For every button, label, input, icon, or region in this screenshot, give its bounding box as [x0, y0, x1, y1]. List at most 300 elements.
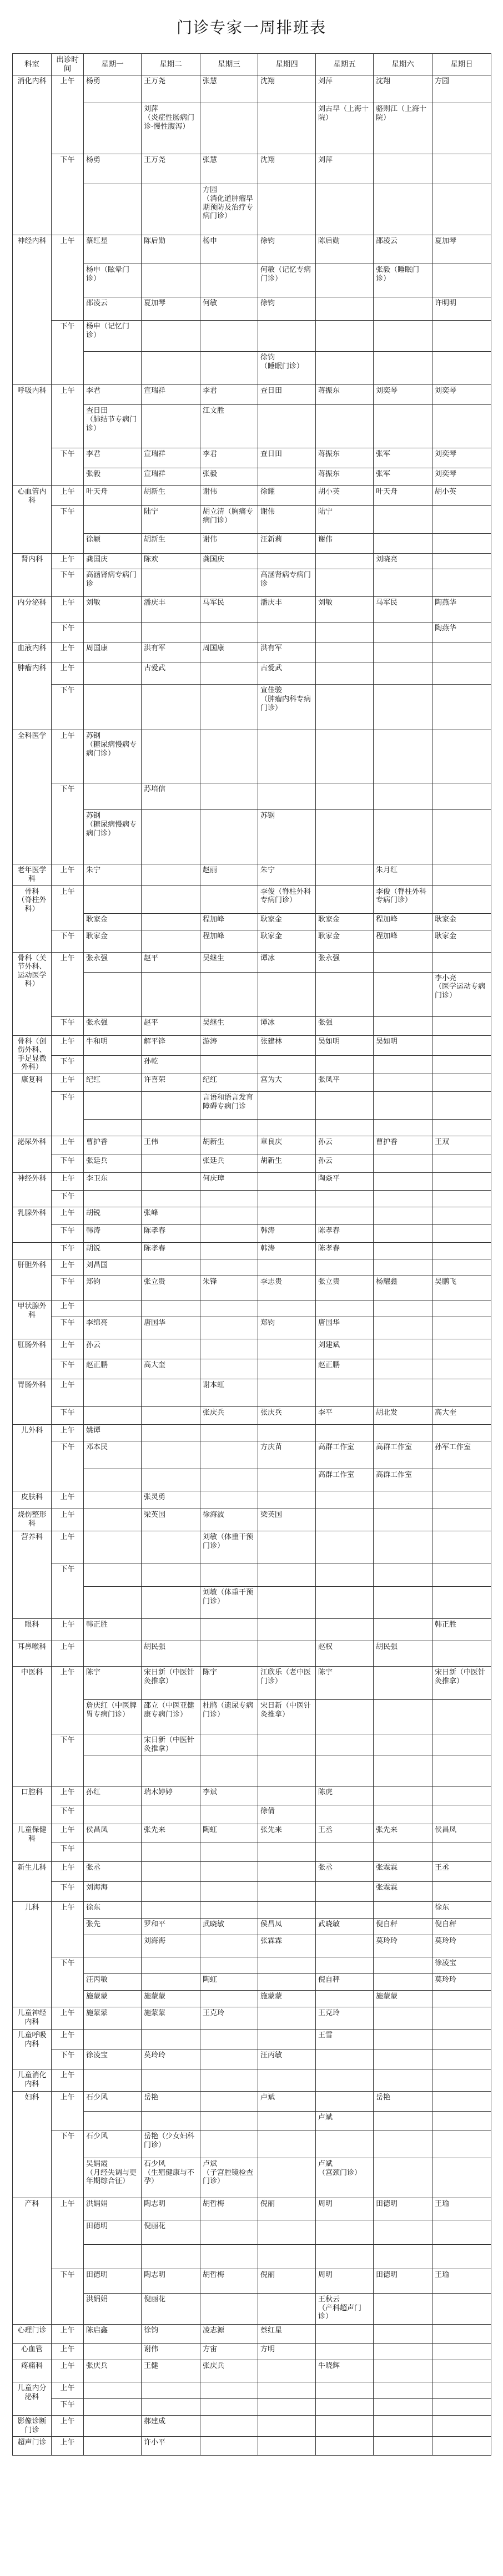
session-cell: 上午 — [52, 235, 84, 321]
doctor-cell — [200, 1491, 258, 1509]
doctor-cell: 徐钧 — [258, 297, 316, 321]
doctor-cell — [84, 103, 142, 154]
doctor-cell: 游涛 — [200, 1035, 258, 1056]
doctor-cell — [316, 184, 374, 235]
doctor-cell: 胡民强 — [142, 1641, 200, 1666]
doctor-cell — [316, 1586, 374, 1618]
doctor-cell — [374, 783, 432, 810]
doctor-cell — [142, 1974, 200, 1991]
department-cell: 耳鼻喉科 — [13, 1641, 52, 1666]
doctor-cell: 高涵肾病专病门诊 — [84, 569, 142, 597]
doctor-cell — [258, 1755, 316, 1787]
doctor-cell — [374, 2007, 432, 2030]
schedule-row — [13, 2360, 491, 2382]
doctor-cell — [258, 1119, 316, 1136]
doctor-cell: 方园 — [432, 75, 491, 103]
doctor-cell: 江欣乐（老中医门诊） — [258, 1666, 316, 1699]
schedule-row — [13, 1317, 491, 1339]
doctor-cell: 耿家金 — [84, 913, 142, 930]
department-cell: 泌尿外科 — [13, 1136, 52, 1172]
doctor-cell — [316, 662, 374, 685]
doctor-cell — [142, 1172, 200, 1190]
session-cell: 下午 — [52, 1317, 84, 1339]
doctor-cell: 曹护香 — [374, 1136, 432, 1155]
doctor-cell — [432, 1339, 491, 1359]
doctor-cell: 韩涛 — [258, 1224, 316, 1242]
doctor-cell: 沈翔 — [258, 75, 316, 103]
schedule-row — [13, 1406, 491, 1424]
doctor-cell: 吴继生 — [200, 1016, 258, 1035]
doctor-cell — [374, 1531, 432, 1563]
doctor-cell — [374, 297, 432, 321]
department-cell: 甲状腺外科 — [13, 1300, 52, 1339]
doctor-cell — [432, 1300, 491, 1317]
doctor-cell — [200, 569, 258, 597]
doctor-cell — [432, 1207, 491, 1224]
schedule-row — [13, 1734, 491, 1755]
doctor-cell — [258, 1300, 316, 1317]
session-cell: 上午 — [52, 1172, 84, 1190]
doctor-cell — [258, 2245, 316, 2269]
doctor-cell — [374, 2030, 432, 2049]
doctor-cell — [432, 1843, 491, 1862]
schedule-row — [13, 1091, 491, 1119]
schedule-row — [13, 1862, 491, 1882]
doctor-cell: 王秋云 （产科超声门诊） — [316, 2294, 374, 2325]
doctor-cell — [84, 1190, 142, 1207]
session-cell: 下午 — [52, 623, 84, 642]
doctor-cell — [316, 569, 374, 597]
doctor-cell: 程加峰 — [374, 913, 432, 930]
doctor-cell — [200, 623, 258, 642]
doctor-cell — [432, 1119, 491, 1136]
department-cell: 肛肠外科 — [13, 1339, 52, 1379]
doctor-cell: 解平锋 — [142, 1035, 200, 1056]
doctor-cell: 莫玲玲 — [432, 1974, 491, 1991]
schedule-row — [13, 930, 491, 952]
session-cell: 下午 — [52, 2269, 84, 2325]
doctor-cell — [142, 1424, 200, 1441]
doctor-cell — [374, 1207, 432, 1224]
schedule-row — [13, 1563, 491, 1586]
doctor-cell: 陈宇 — [200, 1666, 258, 1699]
doctor-cell — [374, 1424, 432, 1441]
doctor-cell — [200, 730, 258, 783]
doctor-cell — [374, 1902, 432, 1919]
doctor-cell — [142, 1119, 200, 1136]
doctor-cell: 程加峰 — [374, 930, 432, 952]
schedule-row — [13, 1755, 491, 1787]
doctor-cell — [374, 685, 432, 730]
doctor-cell — [200, 1805, 258, 1824]
doctor-cell — [84, 2245, 142, 2269]
doctor-cell — [84, 1091, 142, 1119]
doctor-cell: 吴鹏飞 — [432, 1276, 491, 1300]
doctor-cell — [432, 1882, 491, 1902]
doctor-cell — [142, 2069, 200, 2092]
doctor-cell — [142, 730, 200, 783]
doctor-cell — [432, 103, 491, 154]
doctor-cell: 张庆兵 — [84, 2360, 142, 2382]
doctor-cell — [432, 1469, 491, 1491]
doctor-cell — [316, 2092, 374, 2112]
doctor-cell: 莫玲玲 — [374, 1935, 432, 1957]
doctor-cell — [432, 2399, 491, 2416]
doctor-cell: 朱月红 — [374, 864, 432, 885]
doctor-cell — [142, 623, 200, 642]
session-cell: 下午 — [52, 1882, 84, 1902]
doctor-cell — [142, 569, 200, 597]
doctor-cell: 宋日新（中医针灸推拿） — [432, 1666, 491, 1699]
session-cell: 上午 — [52, 662, 84, 685]
doctor-cell: 郝建成 — [142, 2416, 200, 2437]
doctor-cell: 陶志明 — [142, 2269, 200, 2294]
session-cell: 上午 — [52, 2069, 84, 2092]
header-thu: 星期四 — [258, 54, 316, 75]
doctor-cell: 张先 — [84, 1919, 142, 1935]
doctor-cell — [432, 810, 491, 864]
doctor-cell — [258, 1259, 316, 1276]
schedule-row — [13, 913, 491, 930]
department-cell: 儿外科 — [13, 1424, 52, 1491]
doctor-cell — [258, 1091, 316, 1119]
doctor-cell: 胡哲梅 — [200, 2269, 258, 2294]
schedule-row — [13, 1172, 491, 1190]
doctor-cell — [142, 2030, 200, 2049]
department-cell: 儿童保健科 — [13, 1824, 52, 1862]
doctor-cell — [142, 1531, 200, 1563]
doctor-cell: 赵正鹏 — [84, 1359, 142, 1379]
schedule-row — [13, 1882, 491, 1902]
doctor-cell — [374, 2382, 432, 2399]
department-cell: 眼科 — [13, 1618, 52, 1641]
doctor-cell: 刘古早（上海十院） — [316, 103, 374, 154]
doctor-cell: 许喜荣 — [142, 1074, 200, 1091]
doctor-cell — [142, 264, 200, 297]
schedule-row — [13, 448, 491, 468]
doctor-cell — [374, 2399, 432, 2416]
schedule-row — [13, 2294, 491, 2325]
doctor-cell — [432, 1190, 491, 1207]
session-cell: 上午 — [52, 1339, 84, 1359]
doctor-cell — [84, 1379, 142, 1406]
department-cell: 呼吸内科 — [13, 385, 52, 486]
doctor-cell: 胡小英 — [316, 486, 374, 506]
schedule-row — [13, 642, 491, 662]
doctor-cell: 何敏（记忆专病门诊） — [258, 264, 316, 297]
doctor-cell: 李君 — [200, 385, 258, 405]
doctor-cell — [374, 321, 432, 352]
doctor-cell — [84, 1119, 142, 1136]
doctor-cell — [432, 534, 491, 554]
doctor-cell: 陆宁 — [316, 506, 374, 534]
doctor-cell: 吴继生 — [200, 952, 258, 972]
doctor-cell: 周明 — [316, 2198, 374, 2220]
doctor-cell: 王伟 — [142, 1136, 200, 1155]
doctor-cell — [316, 2069, 374, 2092]
schedule-row — [13, 1586, 491, 1618]
schedule-row — [13, 2112, 491, 2130]
doctor-cell — [374, 1509, 432, 1531]
doctor-cell — [258, 2069, 316, 2092]
doctor-cell — [316, 2344, 374, 2360]
schedule-row — [13, 662, 491, 685]
schedule-row — [13, 1531, 491, 1563]
doctor-cell: 詹庆红（中医脾胃专病门诊） — [84, 1699, 142, 1734]
doctor-cell — [200, 352, 258, 385]
doctor-cell — [200, 1641, 258, 1666]
doctor-cell: 陈孝春 — [142, 1224, 200, 1242]
schedule-row — [13, 1824, 491, 1843]
doctor-cell: 耿家金 — [258, 913, 316, 930]
doctor-cell — [374, 2069, 432, 2092]
doctor-cell: 古爱武 — [142, 662, 200, 685]
department-cell: 妇科 — [13, 2092, 52, 2198]
doctor-cell — [258, 1190, 316, 1207]
doctor-cell: 李绵亮 — [84, 1317, 142, 1339]
doctor-cell — [316, 1056, 374, 1074]
doctor-cell — [432, 2382, 491, 2399]
doctor-cell: 古爱武 — [258, 662, 316, 685]
doctor-cell — [142, 913, 200, 930]
doctor-cell: 张灵勇 — [142, 1491, 200, 1509]
schedule-row — [13, 1190, 491, 1207]
schedule-row — [13, 885, 491, 913]
doctor-cell: 谢伟 — [316, 534, 374, 554]
doctor-cell — [432, 554, 491, 569]
doctor-cell: 沈翔 — [258, 154, 316, 184]
doctor-cell — [432, 2130, 491, 2158]
schedule-row — [13, 405, 491, 448]
schedule-row — [13, 1491, 491, 1509]
schedule-row — [13, 1074, 491, 1091]
doctor-cell — [258, 1359, 316, 1379]
doctor-cell — [432, 1074, 491, 1091]
doctor-cell: 陈后勋 — [316, 235, 374, 264]
doctor-cell: 高大奎 — [432, 1406, 491, 1424]
doctor-cell — [432, 2069, 491, 2092]
doctor-cell — [258, 2382, 316, 2399]
doctor-cell — [200, 1843, 258, 1862]
doctor-cell: 侯昌凤 — [84, 1824, 142, 1843]
department-cell: 胃肠外科 — [13, 1379, 52, 1424]
doctor-cell — [258, 1172, 316, 1190]
doctor-cell: 何庆璋 — [200, 1172, 258, 1190]
doctor-cell — [374, 1974, 432, 1991]
doctor-cell: 张丞 — [316, 1862, 374, 1882]
department-cell: 老年医学科 — [13, 864, 52, 885]
doctor-cell: 蔡红星 — [258, 2325, 316, 2344]
doctor-cell — [84, 972, 142, 1016]
doctor-cell — [258, 1641, 316, 1666]
doctor-cell: 韩正胜 — [432, 1618, 491, 1641]
doctor-cell — [316, 810, 374, 864]
schedule-row — [13, 2030, 491, 2049]
doctor-cell — [374, 1699, 432, 1734]
schedule-row — [13, 1957, 491, 1974]
department-cell: 儿童内分泌科 — [13, 2382, 52, 2416]
doctor-cell — [258, 2416, 316, 2437]
header-fri: 星期五 — [316, 54, 374, 75]
doctor-cell: 宣佳骏 （肿瘤内科专病门诊） — [258, 685, 316, 730]
doctor-cell — [316, 2416, 374, 2437]
doctor-cell: 苏钢 （糖尿病慢病专病门诊） — [84, 810, 142, 864]
department-cell: 骨科（创伤外科、手足显微外科） — [13, 1035, 52, 1074]
session-cell: 下午 — [52, 506, 84, 554]
doctor-cell: 张立贵 — [316, 1276, 374, 1300]
doctor-cell: 陈孝春 — [316, 1242, 374, 1259]
schedule-row — [13, 1136, 491, 1155]
schedule-row — [13, 2220, 491, 2245]
doctor-cell — [258, 1424, 316, 1441]
doctor-cell — [432, 952, 491, 972]
doctor-cell: 张军 — [374, 448, 432, 468]
session-cell: 上午 — [52, 486, 84, 506]
doctor-cell — [84, 2437, 142, 2456]
department-cell: 乳腺外科 — [13, 1207, 52, 1242]
doctor-cell — [84, 885, 142, 913]
doctor-cell — [316, 1935, 374, 1957]
doctor-cell — [200, 103, 258, 154]
department-cell: 消化内科 — [13, 75, 52, 235]
doctor-cell: 李俊（脊柱外科专病门诊） — [374, 885, 432, 913]
doctor-cell — [84, 1531, 142, 1563]
doctor-cell: 孙云 — [84, 1339, 142, 1359]
doctor-cell — [200, 1424, 258, 1441]
department-cell: 皮肤科 — [13, 1491, 52, 1509]
doctor-cell — [432, 685, 491, 730]
doctor-cell — [432, 506, 491, 534]
doctor-cell: 张霖霖 — [374, 1862, 432, 1882]
doctor-cell — [84, 1406, 142, 1424]
doctor-cell: 牛晓辉 — [316, 2360, 374, 2382]
doctor-cell: 韩涛 — [84, 1224, 142, 1242]
doctor-cell — [84, 506, 142, 534]
department-cell: 肝胆外科 — [13, 1259, 52, 1300]
doctor-cell: 凌志源 — [200, 2325, 258, 2344]
doctor-cell — [258, 2220, 316, 2245]
doctor-cell: 杨勇 — [84, 75, 142, 103]
doctor-cell: 施蒙蒙 — [84, 2007, 142, 2030]
doctor-cell: 谢伟 — [258, 506, 316, 534]
doctor-cell — [316, 297, 374, 321]
doctor-cell: 张凤平 — [316, 1074, 374, 1091]
schedule-row — [13, 1016, 491, 1035]
doctor-cell — [258, 1882, 316, 1902]
doctor-cell — [374, 642, 432, 662]
doctor-cell: 陶志明 — [142, 2198, 200, 2220]
schedule-row — [13, 2049, 491, 2069]
doctor-cell — [316, 2325, 374, 2344]
doctor-cell: 孙云 — [316, 1155, 374, 1172]
schedule-row — [13, 2269, 491, 2294]
schedule-row — [13, 297, 491, 321]
doctor-cell — [258, 2294, 316, 2325]
doctor-cell: 陈宇 — [84, 1666, 142, 1699]
doctor-cell — [432, 2220, 491, 2245]
schedule-row — [13, 2198, 491, 2220]
doctor-cell: 刘昌国 — [84, 1259, 142, 1276]
doctor-cell — [200, 2069, 258, 2092]
doctor-cell — [316, 405, 374, 448]
doctor-cell — [258, 1862, 316, 1882]
doctor-cell — [142, 1862, 200, 1882]
doctor-cell — [258, 103, 316, 154]
doctor-cell — [142, 1339, 200, 1359]
doctor-cell: 王瑜 — [432, 2269, 491, 2294]
doctor-cell: 施蒙蒙 — [142, 2007, 200, 2030]
doctor-cell — [374, 2220, 432, 2245]
doctor-cell — [374, 1300, 432, 1317]
session-cell: 下午 — [52, 154, 84, 235]
doctor-cell — [432, 1509, 491, 1531]
doctor-cell: 谢本虹 — [200, 1379, 258, 1406]
doctor-cell — [374, 1056, 432, 1074]
doctor-cell: 陶虹 — [200, 1974, 258, 1991]
doctor-cell: 张廷兵 — [84, 1155, 142, 1172]
doctor-cell — [316, 1424, 374, 1441]
doctor-cell — [432, 1805, 491, 1824]
doctor-cell — [84, 1300, 142, 1317]
doctor-cell — [142, 1190, 200, 1207]
doctor-cell — [432, 2437, 491, 2456]
doctor-cell — [316, 685, 374, 730]
doctor-cell: 谢伟 — [142, 2344, 200, 2360]
doctor-cell — [84, 1469, 142, 1491]
doctor-cell — [432, 662, 491, 685]
schedule-table — [12, 53, 491, 2456]
doctor-cell — [374, 730, 432, 783]
doctor-cell — [200, 1224, 258, 1242]
doctor-cell: 杨耀鑫 — [374, 1276, 432, 1300]
doctor-cell — [432, 783, 491, 810]
doctor-cell — [84, 1641, 142, 1666]
schedule-body — [13, 75, 491, 2456]
doctor-cell — [200, 1469, 258, 1491]
doctor-cell: 张霖霖 — [258, 1935, 316, 1957]
session-cell: 下午 — [52, 930, 84, 952]
doctor-cell: 刘奕琴 — [432, 385, 491, 405]
doctor-cell — [258, 468, 316, 486]
doctor-cell: 陈欢 — [142, 554, 200, 569]
doctor-cell: 张永强 — [84, 1016, 142, 1035]
doctor-cell — [142, 352, 200, 385]
session-cell: 上午 — [52, 1531, 84, 1563]
doctor-cell: 徐海波 — [200, 1509, 258, 1531]
doctor-cell: 田德明 — [374, 2198, 432, 2220]
doctor-cell — [374, 1755, 432, 1787]
doctor-cell: 郑钧 — [84, 1276, 142, 1300]
doctor-cell — [316, 1882, 374, 1902]
doctor-cell: 何敏 — [200, 297, 258, 321]
doctor-cell: 马军民 — [200, 597, 258, 623]
doctor-cell: 胡立清（胸痛专病门诊） — [200, 506, 258, 534]
header-sat: 星期六 — [374, 54, 432, 75]
doctor-cell: 张立贵 — [142, 1276, 200, 1300]
doctor-cell: 武晓敏 — [316, 1919, 374, 1935]
schedule-row — [13, 569, 491, 597]
doctor-cell: 胡新生 — [142, 486, 200, 506]
doctor-cell: 张先来 — [374, 1824, 432, 1843]
doctor-cell: 陈孝春 — [316, 1224, 374, 1242]
doctor-cell — [316, 1991, 374, 2007]
doctor-cell — [374, 972, 432, 1016]
doctor-cell — [142, 1957, 200, 1974]
doctor-cell — [316, 2220, 374, 2245]
doctor-cell — [316, 1755, 374, 1787]
doctor-cell: 梁英国 — [142, 1509, 200, 1531]
doctor-cell: 胡锐 — [84, 1242, 142, 1259]
